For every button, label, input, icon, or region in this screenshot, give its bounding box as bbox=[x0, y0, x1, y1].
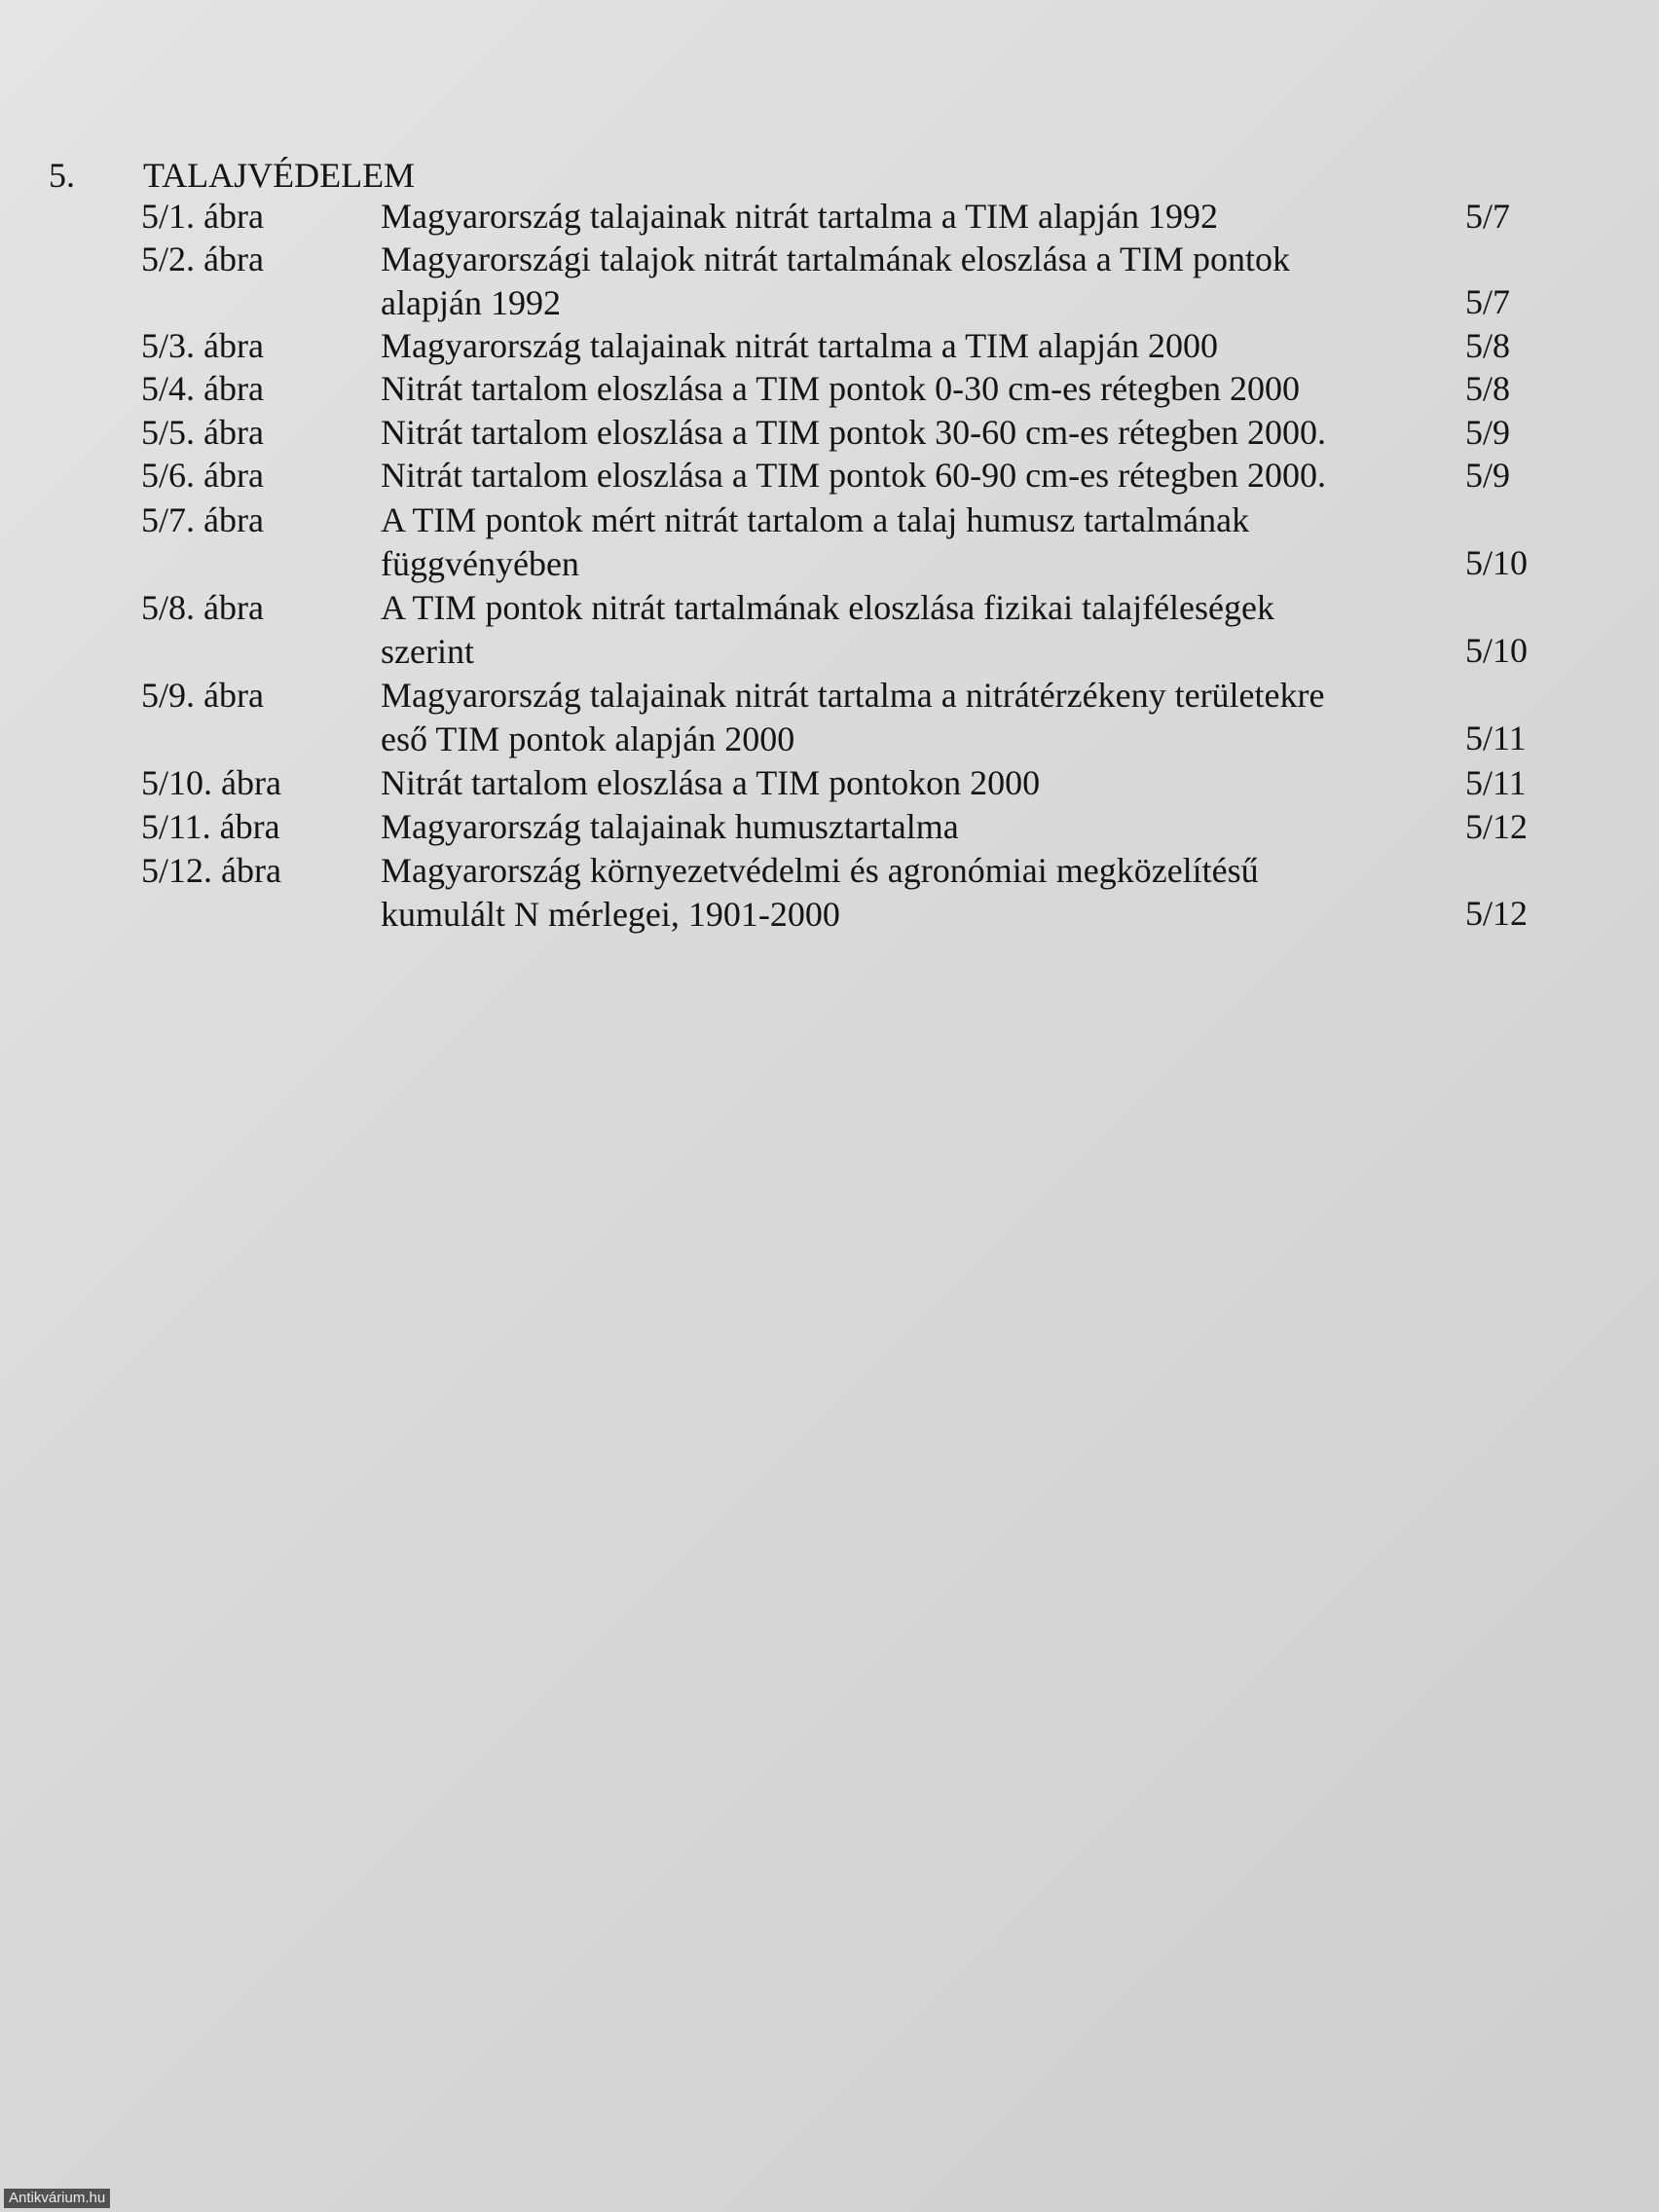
figure-label: 5/8. ábra bbox=[141, 588, 264, 627]
figure-title-line: eső TIM pontok alapján 2000 bbox=[381, 719, 795, 758]
figure-title-line: Magyarországi talajok nitrát tartalmának eloszlása a TIM pontok bbox=[381, 240, 1291, 278]
figure-title bbox=[381, 586, 1432, 674]
figure-entry-5-7 bbox=[0, 498, 1659, 585]
section-number: 5. bbox=[49, 156, 75, 195]
figure-title bbox=[381, 761, 1432, 805]
figure-label: 5/11. ábra bbox=[141, 807, 280, 846]
figure-title-line: Magyarország környezetvédelmi és agronómiai megközelítésű bbox=[381, 851, 1259, 890]
figure-page: 5/10 bbox=[1465, 631, 1529, 670]
figure-title-line: A TIM pontok nitrát tartalmának eloszlása fizikai talajféleségek bbox=[381, 588, 1274, 627]
figure-entry-5-8 bbox=[0, 586, 1659, 673]
figure-entry-5-1 bbox=[0, 195, 1659, 239]
figure-title-line: Magyarország talajainak humusztartalma bbox=[381, 807, 959, 846]
figure-title-line: Nitrát tartalom eloszlása a TIM pontok 0-30 cm-es rétegben 2000 bbox=[381, 369, 1301, 408]
figure-page: 5/8 bbox=[1465, 369, 1511, 408]
figure-title-line: kumulált N mérlegei, 1901-2000 bbox=[381, 895, 840, 934]
figure-entry-5-10 bbox=[0, 761, 1659, 805]
figure-entry-5-9 bbox=[0, 674, 1659, 760]
figure-label: 5/3. ábra bbox=[141, 326, 264, 365]
figure-title bbox=[381, 238, 1432, 325]
figure-entry-5-3 bbox=[0, 324, 1659, 368]
figure-page: 5/7 bbox=[1465, 282, 1511, 321]
figure-entry-5-5 bbox=[0, 411, 1659, 455]
figure-title bbox=[381, 498, 1432, 586]
figure-title-line: függvényében bbox=[381, 544, 579, 583]
figure-title-line: A TIM pontok mért nitrát tartalom a talaj humusz tartalmának bbox=[381, 500, 1250, 539]
figure-title bbox=[381, 367, 1432, 411]
figure-label: 5/12. ábra bbox=[141, 851, 281, 890]
figure-title-line: szerint bbox=[381, 632, 474, 671]
figure-label: 5/4. ábra bbox=[141, 369, 264, 408]
figure-label: 5/1. ábra bbox=[141, 197, 264, 236]
figure-title bbox=[381, 324, 1432, 368]
figure-entry-5-11 bbox=[0, 805, 1659, 849]
figure-title-line: Nitrát tartalom eloszlása a TIM pontokon 2000 bbox=[381, 763, 1041, 802]
figure-title bbox=[381, 674, 1432, 761]
figure-page: 5/9 bbox=[1465, 413, 1511, 452]
figure-entry-5-12 bbox=[0, 849, 1659, 936]
figure-label: 5/6. ábra bbox=[141, 456, 264, 495]
watermark: Antikvárium.hu bbox=[4, 2189, 110, 2208]
figure-title bbox=[381, 805, 1432, 849]
figure-label: 5/7. ábra bbox=[141, 500, 264, 539]
figure-title bbox=[381, 454, 1432, 498]
figure-label: 5/2. ábra bbox=[141, 240, 264, 278]
figure-page: 5/9 bbox=[1465, 456, 1511, 495]
figure-page: 5/8 bbox=[1465, 326, 1511, 365]
section-title: TALAJVÉDELEM bbox=[143, 156, 416, 195]
figure-label: 5/9. ábra bbox=[141, 676, 264, 715]
figure-title-line: Magyarország talajainak nitrát tartalma a nitrátérzékeny területekre bbox=[381, 676, 1325, 715]
figure-title bbox=[381, 411, 1432, 455]
figure-title-line: Magyarország talajainak nitrát tartalma a TIM alapján 2000 bbox=[381, 326, 1218, 365]
figure-entry-5-2 bbox=[0, 238, 1659, 324]
figure-title-line: Nitrát tartalom eloszlása a TIM pontok 30-60 cm-es rétegben 2000. bbox=[381, 413, 1327, 452]
figure-entry-5-6 bbox=[0, 454, 1659, 498]
figure-page: 5/11 bbox=[1465, 719, 1527, 757]
figure-page: 5/12 bbox=[1465, 894, 1529, 933]
figure-label: 5/10. ábra bbox=[141, 763, 281, 802]
figure-page: 5/7 bbox=[1465, 197, 1511, 236]
figure-label: 5/5. ábra bbox=[141, 413, 264, 452]
figure-page: 5/11 bbox=[1465, 763, 1527, 802]
figure-title-line: alapján 1992 bbox=[381, 283, 561, 322]
figure-page: 5/10 bbox=[1465, 543, 1529, 582]
figure-entry-5-4 bbox=[0, 367, 1659, 411]
figure-page: 5/12 bbox=[1465, 807, 1529, 846]
figure-title bbox=[381, 849, 1432, 937]
figure-title bbox=[381, 195, 1432, 239]
figure-title-line: Nitrát tartalom eloszlása a TIM pontok 60-90 cm-es rétegben 2000. bbox=[381, 456, 1327, 495]
figure-title-line: Magyarország talajainak nitrát tartalma a TIM alapján 1992 bbox=[381, 197, 1218, 236]
